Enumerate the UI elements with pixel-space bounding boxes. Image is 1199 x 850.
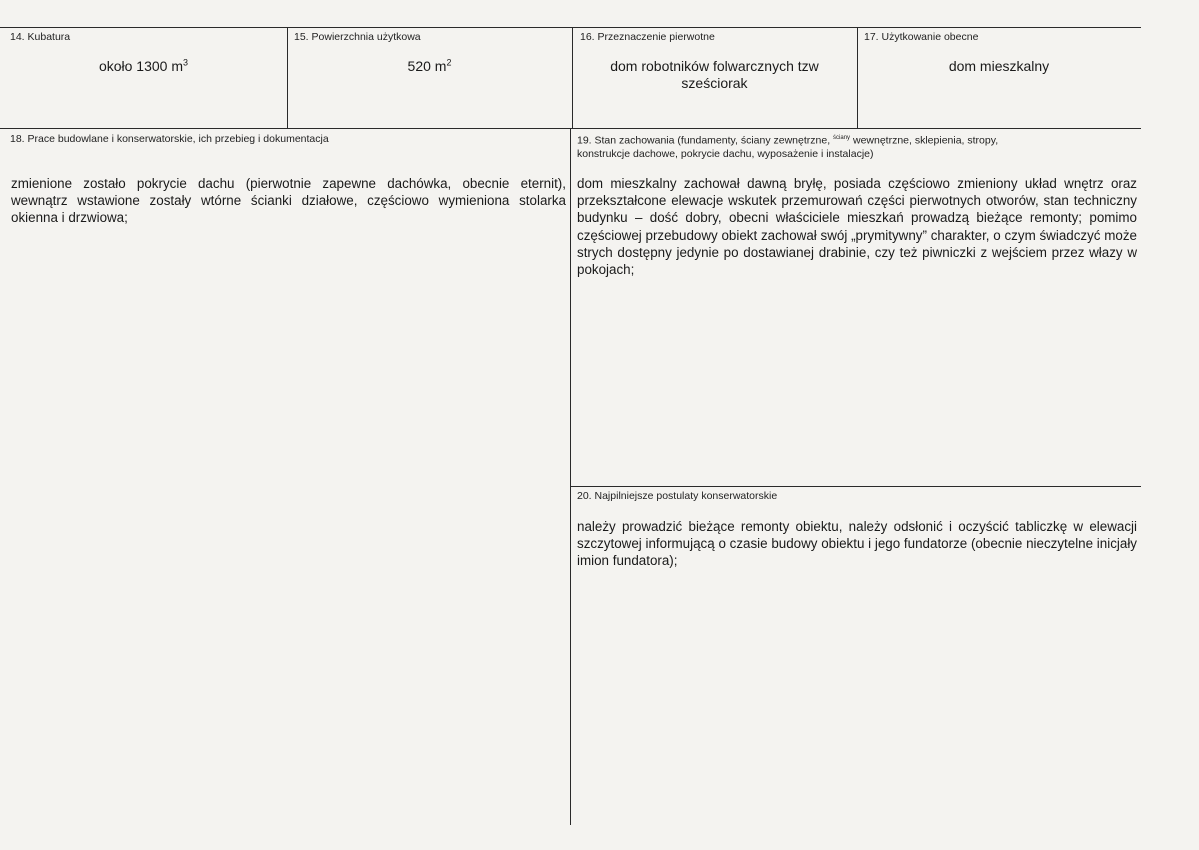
- divider-18-19: [570, 128, 571, 825]
- field-15-value-text: 520 m: [407, 58, 447, 74]
- field-14-value: [0, 58, 287, 75]
- field-20-label: 20. Najpilniejsze postulaty konserwatorskie: [577, 490, 778, 502]
- field-14-value-text: około 1300 m: [98, 58, 184, 74]
- field-14-value-sup: 3: [183, 57, 189, 68]
- divider-14-15: [287, 27, 288, 128]
- field-16-label: 16. Przeznaczenie pierwotne: [580, 31, 715, 43]
- field-15-value: [287, 58, 572, 75]
- field-15-value-sup: 2: [446, 57, 452, 68]
- field-19-label-b: wewnętrzne, sklepienia, stropy,: [852, 134, 999, 147]
- field-19-text: dom mieszkalny zachował dawną bryłę, posiada częściowo zmieniony układ wnętrz oraz przekształcone elewacje wskutek przemurowań części pierwotnych otworów, stan techniczny budynku – dość dobry, obecni właściciele mieszkań prowadzą bieżące remonty; pomimo częściowej przebudowy obiekt zachował swój „prymitywny” charakter, o czym świadczyć może strych dostępny jedynie po dostawianej drabinie, czy też piwniczki z wejściem przez włazy w pokojach;: [577, 176, 1137, 278]
- divider-19-20: [570, 486, 1141, 487]
- field-14-label: 14. Kubatura: [10, 31, 71, 43]
- field-16-value-line1: dom robotników folwarcznych tzw: [610, 58, 819, 74]
- field-19-label-a: 19. Stan zachowania (fundamenty, ściany zewnętrzne,: [577, 134, 831, 147]
- field-16-value: [572, 58, 857, 92]
- field-16-value-line2: sześciorak: [681, 75, 748, 91]
- field-15-label: 15. Powierzchnia użytkowa: [294, 31, 421, 43]
- field-19-label: [577, 132, 1137, 161]
- field-19-label-sup: ściany: [833, 135, 851, 141]
- field-18-text: zmienione zostało pokrycie dachu (pierwotnie zapewne dachówka, obecnie eternit), wewnątrz wstawione zostały wtórne ścianki działowe, częściowo wymieniona stolarka okienna i drzwiowa;: [11, 176, 566, 226]
- divider-16-17: [857, 27, 858, 128]
- field-17-label: 17. Użytkowanie obecne: [864, 31, 979, 43]
- field-18-label: 18. Prace budowlane i konserwatorskie, ich przebieg i dokumentacja: [10, 133, 329, 145]
- field-19-label-line2: konstrukcje dachowe, pokrycie dachu, wyposażenie i instalacje): [577, 147, 874, 160]
- field-20-text: należy prowadzić bieżące remonty obiektu, należy odsłonić i oczyścić tabliczkę w elewacji szczytowej informującą o czasie budowy obiektu i jego fundatorze (obecnie nieczytelne inicjały imion fundatora);: [577, 519, 1137, 569]
- field-17-value: dom mieszkalny: [948, 58, 1050, 74]
- top-rule: [0, 27, 1141, 28]
